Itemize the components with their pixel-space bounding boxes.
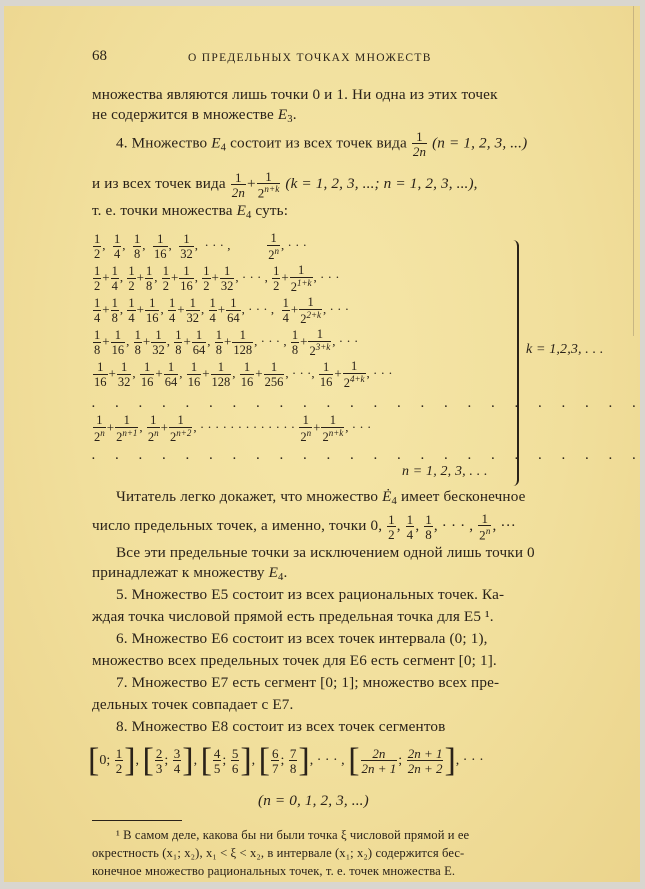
text-line xyxy=(92,106,297,125)
book-page xyxy=(4,6,645,882)
item4-line2: и из всех точек вида $\frac{1}{2n}$ + $\frac{1}{2^{n+k}}$ (k = 1, 2, 3, ...; n = 1, 2, 3, ...), xyxy=(92,169,478,201)
footnote-rule xyxy=(92,820,182,821)
segments-list: [0; $\frac{1}{2}$ ], [ $\frac{2}{3}$ ; $\frac{3}{4}$ ], [ $\frac{4}{5}$ ; $\frac{5}{6}$ ], [ $\frac{6}{7}$ ; $\frac{7}{8}$ ], · · · , [ $\frac{2n}{2n + 1}$ ; $\frac{2n + 1}{2n + 2}$ ], · · · xyxy=(88,742,484,779)
right-brace xyxy=(513,240,519,486)
item7-line1: 7. Множество E7 есть сегмент [0; 1]; множество всех пре- xyxy=(116,674,500,691)
matrix-dots-row: . . . . . . . . . . . . . . . . . . . . . . . . xyxy=(92,450,645,462)
matrix-row-2: $\frac{1}{2}$ + $\frac{1}{4}$ , $\frac{1}{2}$ + $\frac{1}{8}$ , $\frac{1}{2}$ + $\frac{1}{16}$ , $\frac{1}{2}$ + $\frac{1}{32}$ , · · · , $\frac{1}{2}$ + $\frac{1}{2^{1+k}}$ , · · · xyxy=(94,263,340,294)
fraction: $\frac{1}{2n}$ xyxy=(231,169,246,200)
text: (k = 1, 2, 3, ...; n = 1, 2, 3, ...), xyxy=(285,175,478,193)
matrix-row-n: $\frac{1}{2^n}$ + $\frac{1}{2^{n+1}}$ , $\frac{1}{2^n}$ + $\frac{1}{2^{n+2}}$ , · · · · · · · · · · · · · $\frac{1}{2^n}$ + $\frac{1}{2^{n+k}}$ , · · · xyxy=(94,413,372,444)
n-range-label: n = 1, 2, 3, . . . xyxy=(402,464,488,479)
footnote-line: конечное множество рациональных точек, т. е. точек множества E. xyxy=(92,864,456,878)
item6-line2: множество всех предельных точек для E6 есть сегмент [0; 1]. xyxy=(92,652,497,669)
matrix-dots-row: . . . . . . . . . . . . . . . . . . . . . . . . xyxy=(92,398,645,410)
item8-line1: 8. Множество E8 состоит из всех точек сегментов xyxy=(116,718,446,735)
set-symbol: E xyxy=(277,106,288,123)
fraction: $\frac{1}{2^{n+k}}$ xyxy=(257,169,280,201)
text: 4. Множество xyxy=(116,134,212,152)
fraction: $\frac{1}{2n}$ xyxy=(412,129,427,159)
set-subscript: 4 xyxy=(220,142,227,154)
item4-line3 xyxy=(92,202,288,221)
matrix-row-4: $\frac{1}{8}$ + $\frac{1}{16}$ , $\frac{1}{8}$ + $\frac{1}{32}$ , $\frac{1}{8}$ + $\frac{1}{64}$ , $\frac{1}{8}$ + $\frac{1}{128}$ , · · · , $\frac{1}{8}$ + $\frac{1}{2^{3+k}}$ , · · · xyxy=(94,327,359,358)
item6-line1: 6. Множество E6 состоит из всех точек интервала (0; 1), xyxy=(116,630,488,647)
text: состоит из всех точек вида xyxy=(226,134,411,152)
text: . xyxy=(292,106,297,123)
set-symbol: E xyxy=(211,134,221,152)
matrix-row-3: $\frac{1}{4}$ + $\frac{1}{8}$ , $\frac{1}{4}$ + $\frac{1}{16}$ , $\frac{1}{4}$ + $\frac{1}{32}$ , $\frac{1}{4}$ + $\frac{1}{64}$ , · · · , $\frac{1}{4}$ + $\frac{1}{2^{2+k}}$ , · · · xyxy=(94,295,350,326)
item7-line2: дельных точек совпадает с E7. xyxy=(92,696,294,713)
page-number: 68 xyxy=(92,48,107,64)
footnote-line: окрестность (x₁; x₂), x₁ < ξ < x₂, в интервале (x₁; x₂) содержится бес- xyxy=(92,846,465,860)
set-symbol: E xyxy=(236,202,246,219)
n-range: (n = 0, 1, 2, 3, ...) xyxy=(258,792,369,809)
text-line: Все эти предельные точки за исключением одной лишь точки 0 xyxy=(116,544,535,561)
set-subscript: 3 xyxy=(287,114,293,125)
text: не содержится в множестве xyxy=(92,106,278,123)
text: т. е. точки множества xyxy=(92,202,237,219)
text-line: число предельных точек, а именно, точки 0, $\frac{1}{2}$ , $\frac{1}{4}$ , $\frac{1}{8}$ , · · · , $\frac{1}{2^n}$ , ··· xyxy=(92,511,516,543)
set-subscript: 4 xyxy=(246,210,252,221)
item5-line2: ждая точка числовой прямой есть предельная точка для E5 ¹. xyxy=(92,608,494,625)
matrix-row-5: $\frac{1}{16}$ + $\frac{1}{32}$ , $\frac{1}{16}$ + $\frac{1}{64}$ , $\frac{1}{16}$ + $\frac{1}{128}$ , $\frac{1}{16}$ + $\frac{1}{256}$ , · · ·, $\frac{1}{16}$ + $\frac{1}{2^{4+k}}$ , · · · xyxy=(94,359,393,390)
page-edge-line xyxy=(633,6,634,336)
text-line: Читатель легко докажет, что множество $Ė_4$ имеет бесконечное xyxy=(116,488,526,507)
matrix-row-1: $\frac{1}{2}$ , $\frac{1}{4}$ , $\frac{1}{8}$ , $\frac{1}{16}$ , $\frac{1}{32}$ , · · · , $\frac{1}{2^n}$ , · · · xyxy=(94,231,307,262)
footnote-line: ¹ В самом деле, какова бы ни были точка ξ числовой прямой и ее xyxy=(116,828,470,842)
running-title: О ПРЕДЕЛЬНЫХ ТОЧКАХ МНОЖЕСТВ xyxy=(188,52,432,64)
item4-line1 xyxy=(116,130,527,158)
text-line: множества являются лишь точки 0 и 1. Ни одна из этих точек xyxy=(92,86,498,103)
item5-line1: 5. Множество E5 состоит из всех рациональных точек. Ка- xyxy=(116,586,505,603)
text: суть: xyxy=(251,202,289,219)
text: и из всех точек вида xyxy=(92,175,230,193)
text-line: принадлежат к множеству $E_4$. xyxy=(92,564,288,583)
text: (n = 1, 2, 3, ...) xyxy=(432,134,528,152)
k-range-label: k = 1,2,3, . . . xyxy=(526,342,604,357)
